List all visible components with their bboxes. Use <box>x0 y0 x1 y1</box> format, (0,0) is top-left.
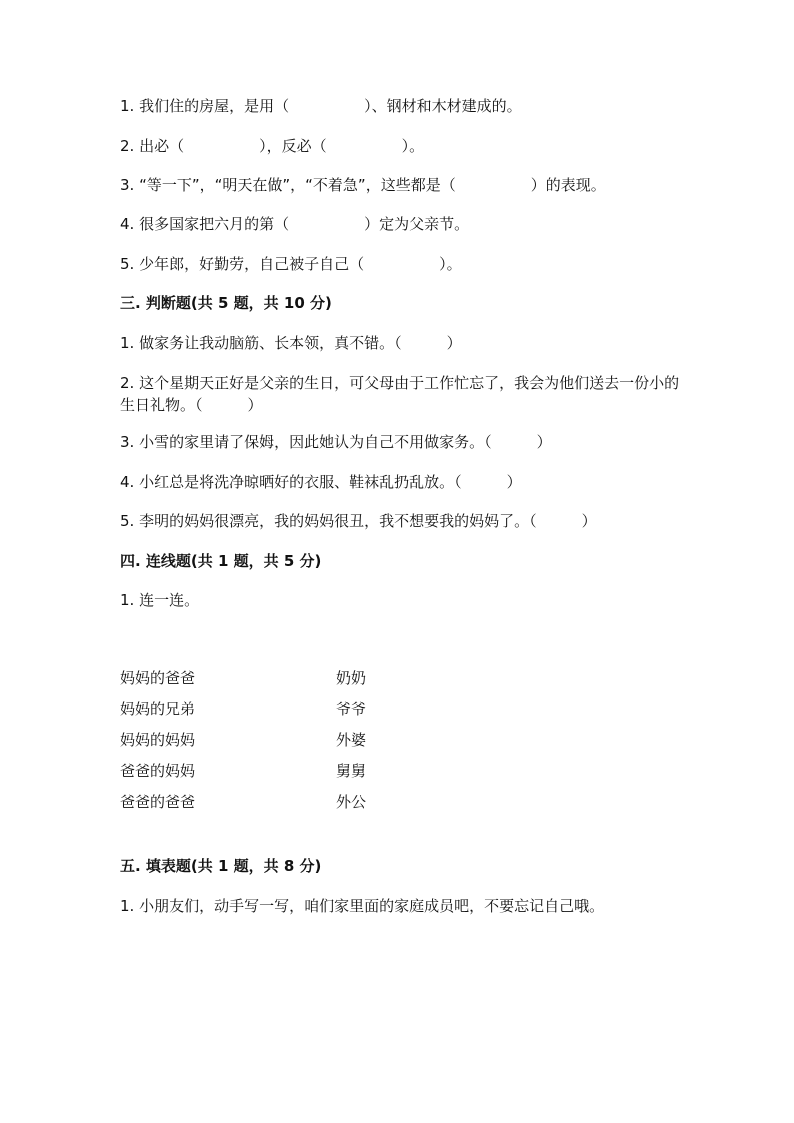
judge-q3: 3. 小雪的家里请了保姆，因此她认为自己不用做家务。（ ） <box>120 433 552 451</box>
matching-right-item[interactable]: 舅舅 <box>336 762 367 780</box>
matching-right-item[interactable]: 外婆 <box>336 731 367 749</box>
fill-blank-q3: 3. “等一下”，“明天在做”，“不着急”，这些都是（ ）的表现。 <box>120 176 606 194</box>
judge-q5: 5. 李明的妈妈很漂亮，我的妈妈很丑，我不想要我的妈妈了。（ ） <box>120 512 597 530</box>
matching-left-item[interactable]: 妈妈的兄弟 <box>120 700 196 718</box>
fill-blank-q2: 2. 出必（ ），反必（ ）。 <box>120 137 425 155</box>
fill-blank-q5: 5. 少年郎，好勤劳，自己被子自己（ ）。 <box>120 255 462 273</box>
judge-q4: 4. 小红总是将洗净晾晒好的衣服、鞋袜乱扔乱放。（ ） <box>120 473 522 491</box>
matching-right-item[interactable]: 奶奶 <box>336 669 367 687</box>
table-fill-question: 1. 小朋友们，动手写一写，咱们家里面的家庭成员吧，不要忘记自己哦。 <box>120 897 605 915</box>
matching-left-item[interactable]: 妈妈的妈妈 <box>120 731 196 749</box>
matching-left-item[interactable]: 妈妈的爸爸 <box>120 669 196 687</box>
section-judge-heading: 三. 判断题(共 5 题，共 10 分) <box>120 294 332 312</box>
fill-blank-q4: 4. 很多国家把六月的第（ ）定为父亲节。 <box>120 215 470 233</box>
matching-left-item[interactable]: 爸爸的爸爸 <box>120 793 196 811</box>
section-matching-heading: 四. 连线题(共 1 题，共 5 分) <box>120 552 322 570</box>
fill-blank-q1: 1. 我们住的房屋，是用（ ）、钢材和木材建成的。 <box>120 97 522 115</box>
matching-right-item[interactable]: 爷爷 <box>336 700 367 718</box>
judge-q2: 2. 这个星期天正好是父亲的生日，可父母由于工作忙忘了，我会为他们送去一份小的生日礼物。（ ） <box>120 374 680 414</box>
matching-left-item[interactable]: 爸爸的妈妈 <box>120 762 196 780</box>
matching-right-item[interactable]: 外公 <box>336 793 367 811</box>
judge-q1: 1. 做家务让我动脑筋、长本领，真不错。（ ） <box>120 334 462 352</box>
section-table-heading: 五. 填表题(共 1 题，共 8 分) <box>120 857 322 875</box>
matching-question: 1. 连一连。 <box>120 591 200 609</box>
